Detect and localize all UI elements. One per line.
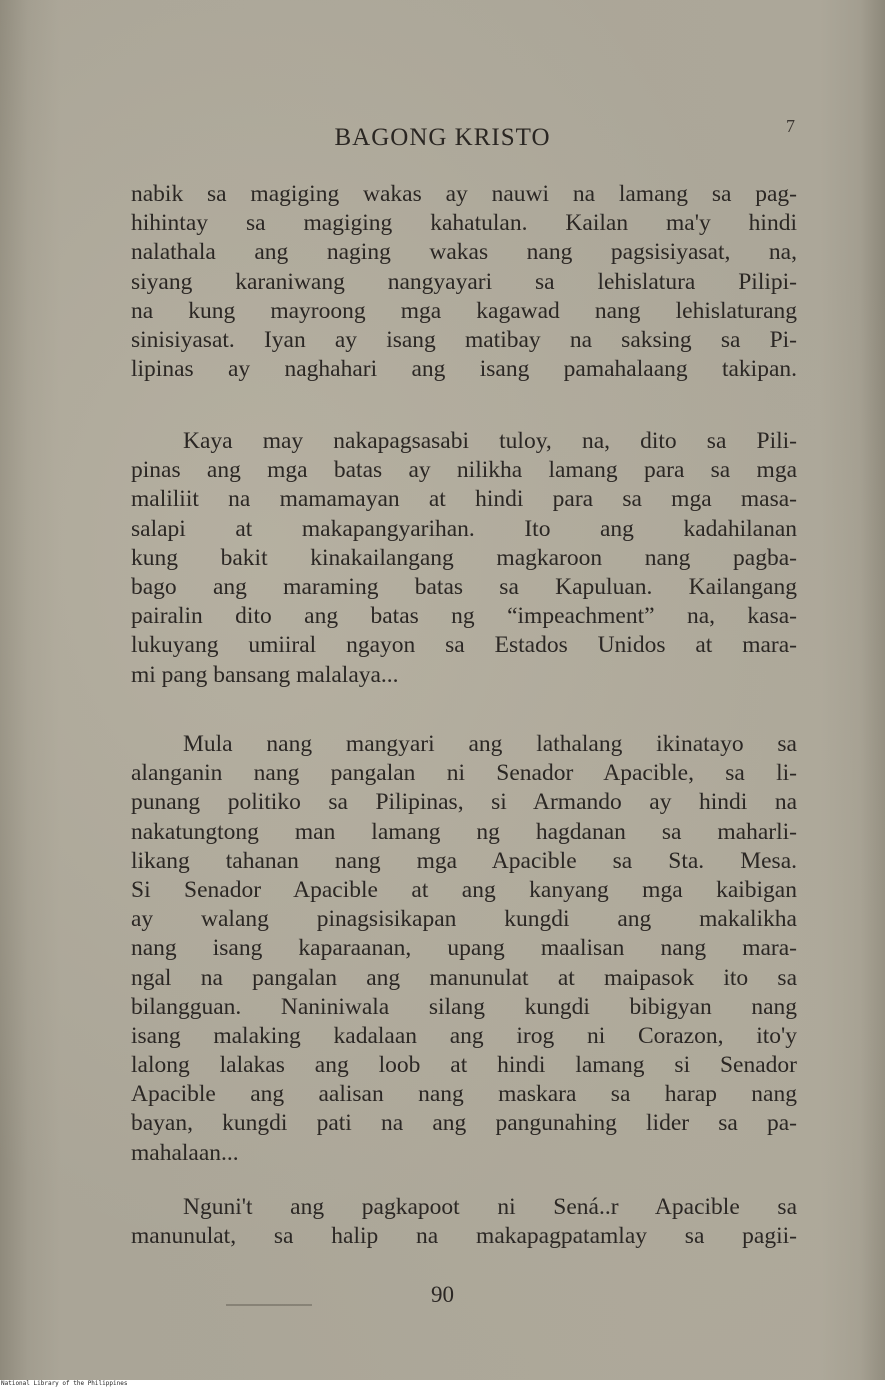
- paragraph-2: [131, 427, 797, 690]
- text-line: kung bakit kinakailangang magkaroon nang pagba-: [131, 544, 797, 571]
- text-line: lukuyang umiiral ngayon sa Estados Unidos at mara-: [131, 632, 797, 659]
- paragraph-1: [131, 180, 797, 384]
- text-line: pinas ang mga batas ay nilikha lamang para sa mga: [131, 457, 797, 484]
- text-line: Mula nang mangyari ang lathalang ikinatayo sa: [183, 731, 797, 757]
- text-line: punang politiko sa Pilipinas, si Armando ay hindi na: [131, 789, 797, 816]
- text-line: salapi at makapangyarihan. Ito ang kadahilanan: [131, 515, 797, 542]
- running-title: BAGONG KRISTO: [334, 124, 551, 151]
- text-line: na kung mayroong mga kagawad nang lehislaturang: [131, 297, 797, 324]
- text-line: ay walang pinagsisikapan kungdi ang makalikha: [131, 906, 797, 933]
- text-line: manunulat, sa halip na makapagpatamlay sa pagii-: [131, 1223, 797, 1250]
- paragraph-3: [131, 730, 797, 1168]
- text-line: pairalin dito ang batas ng “impeachment” na, kasa-: [131, 603, 797, 630]
- text-line: maliliit na mamamayan at hindi para sa mga masa-: [131, 486, 797, 513]
- paragraph-4: [131, 1193, 797, 1251]
- text-line: nabik sa magiging wakas ay nauwi na lamang sa pag-: [131, 181, 797, 207]
- text-line: nakatungtong man lamang ng hagdanan sa maharli-: [131, 818, 797, 845]
- text-line: nalathala ang naging wakas nang pagsisiyasat, na,: [131, 239, 797, 266]
- text-line: Apacible ang aalisan nang maskara sa harap nang: [131, 1081, 797, 1108]
- page-number: 90: [431, 1282, 454, 1307]
- text-line: Kaya may nakapagsasabi tuloy, na, dito sa Pili-: [183, 428, 797, 454]
- text-line: hihintay sa magiging kahatulan. Kailan ma'y hindi: [131, 210, 797, 237]
- text-line: sinisiyasat. Iyan ay isang matibay na saksing sa Pi-: [131, 326, 797, 353]
- footer-credit-bar: [0, 1380, 885, 1388]
- ink-smudge: [226, 1304, 312, 1306]
- text-line: mahalaan...: [131, 1139, 239, 1166]
- text-line: bayan, kungdi pati na ang pangunahing lider sa pa-: [131, 1110, 797, 1137]
- text-line: alanganin nang pangalan ni Senador Apacible, sa li-: [131, 760, 797, 787]
- text-line: Nguni't ang pagkapoot ni Sená..r Apacible sa: [183, 1194, 797, 1220]
- footer-credit: National Library of the Philippines: [1, 1380, 128, 1387]
- text-line: mi pang bansang malalaya...: [131, 661, 399, 688]
- text-line: lipinas ay naghahari ang isang pamahalaang takipan.: [131, 356, 797, 383]
- text-line: lalong lalakas ang loob at hindi lamang si Senador: [131, 1052, 797, 1079]
- text-line: nang isang kaparaanan, upang maalisan nang mara-: [131, 935, 797, 962]
- text-line: likang tahanan nang mga Apacible sa Sta. Mesa.: [131, 847, 797, 874]
- text-line: ngal na pangalan ang manunulat at maipasok ito sa: [131, 964, 797, 991]
- text-line: siyang karaniwang nangyayari sa lehislatura Pilipi-: [131, 268, 797, 295]
- corner-mark: 7: [786, 116, 795, 136]
- text-line: isang malaking kadalaan ang irog ni Corazon, ito'y: [131, 1022, 797, 1049]
- text-line: bilangguan. Naniniwala silang kungdi bibigyan nang: [131, 993, 797, 1020]
- text-line: bago ang maraming batas sa Kapuluan. Kailangang: [131, 573, 797, 600]
- text-line: Si Senador Apacible at ang kanyang mga kaibigan: [131, 876, 797, 903]
